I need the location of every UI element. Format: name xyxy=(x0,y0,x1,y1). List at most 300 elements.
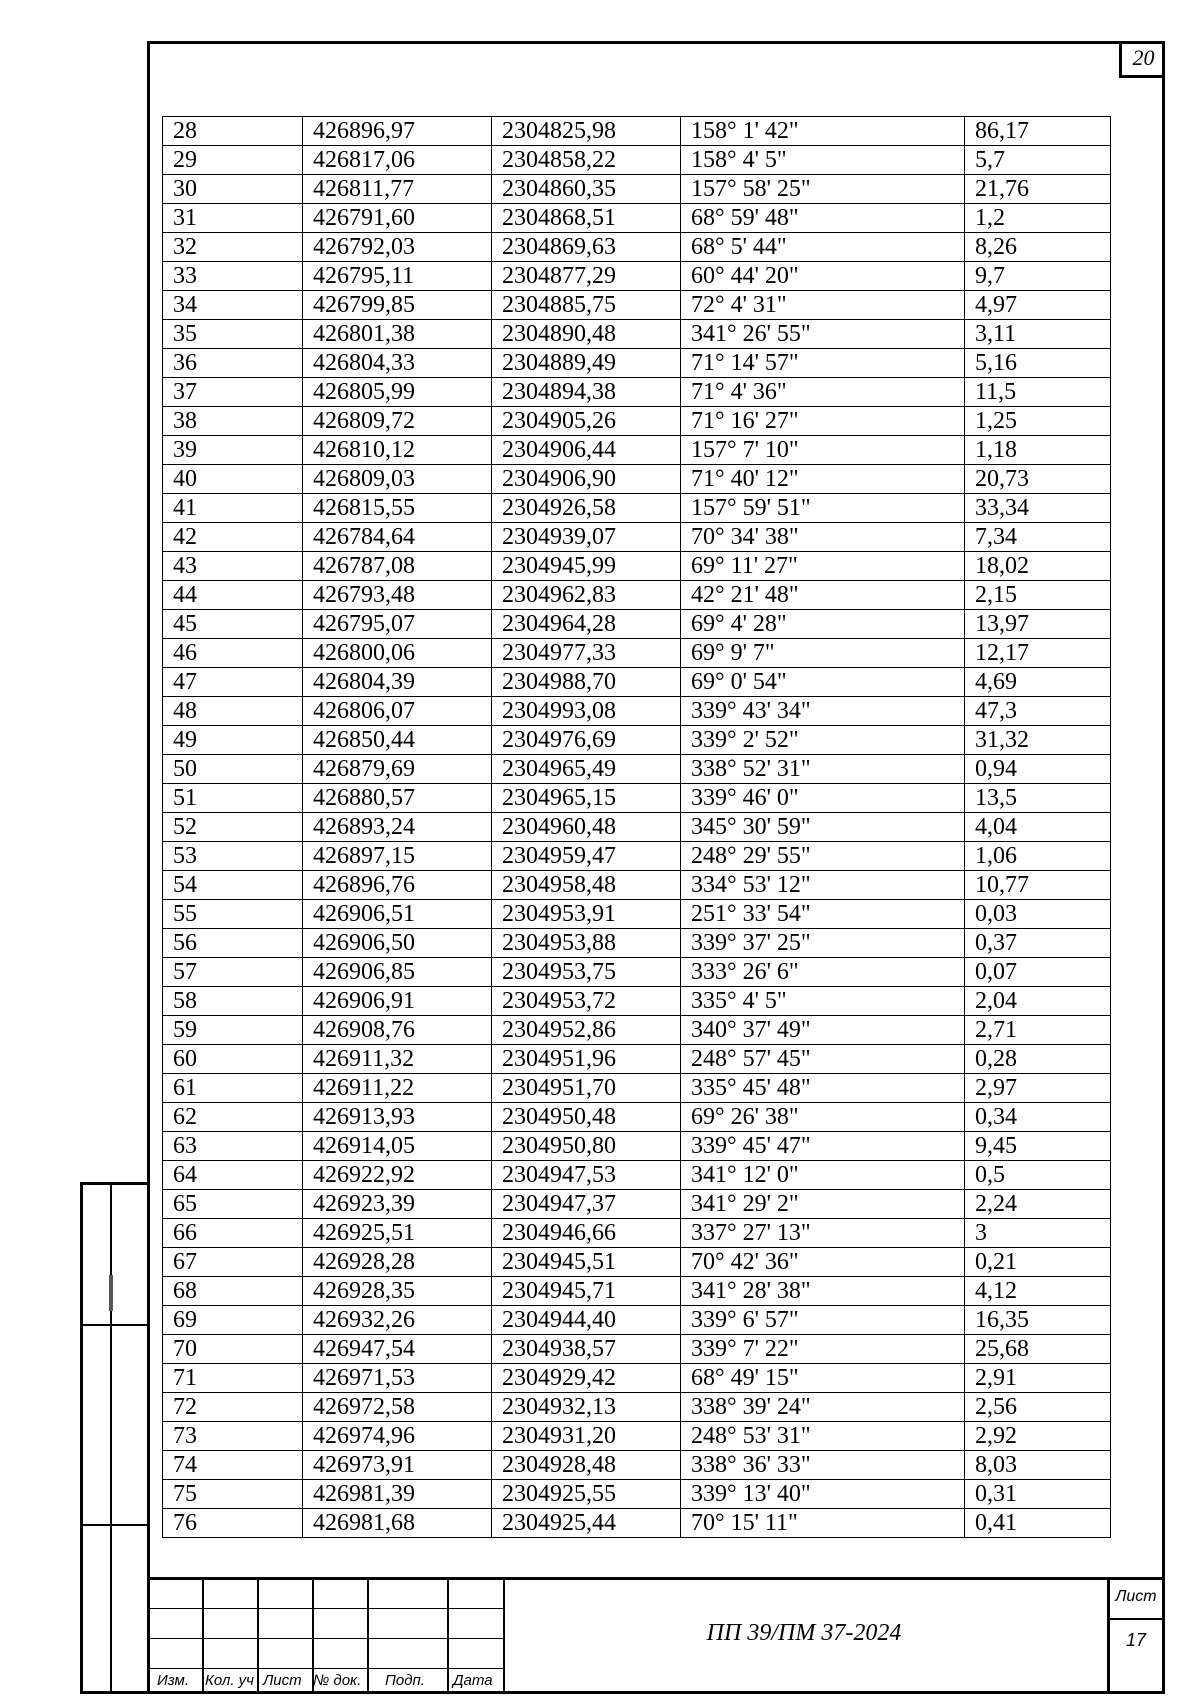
direction-angle-cell: 340° 37' 49" xyxy=(681,1016,965,1045)
direction-angle-cell: 335° 45' 48" xyxy=(681,1074,965,1103)
binding-strip xyxy=(80,1182,147,1694)
table-row xyxy=(163,668,1111,697)
point-number-cell: 58 xyxy=(163,987,303,1016)
x-coordinate-cell: 426795,07 xyxy=(303,610,492,639)
y-coordinate-cell: 2304945,71 xyxy=(492,1277,681,1306)
y-coordinate-cell: 2304951,96 xyxy=(492,1045,681,1074)
direction-angle-cell: 339° 37' 25" xyxy=(681,929,965,958)
point-number-cell: 51 xyxy=(163,784,303,813)
table-row xyxy=(163,726,1111,755)
distance-cell: 11,5 xyxy=(965,378,1111,407)
y-coordinate-cell: 2304947,53 xyxy=(492,1161,681,1190)
x-coordinate-cell: 426914,05 xyxy=(303,1132,492,1161)
y-coordinate-cell: 2304906,90 xyxy=(492,465,681,494)
distance-cell: 86,17 xyxy=(965,117,1111,146)
distance-cell: 25,68 xyxy=(965,1335,1111,1364)
point-number-cell: 32 xyxy=(163,233,303,262)
x-coordinate-cell: 426911,22 xyxy=(303,1074,492,1103)
x-coordinate-cell: 426880,57 xyxy=(303,784,492,813)
point-number-cell: 67 xyxy=(163,1248,303,1277)
x-coordinate-cell: 426972,58 xyxy=(303,1393,492,1422)
table-row xyxy=(163,1045,1111,1074)
direction-angle-cell: 345° 30' 59" xyxy=(681,813,965,842)
distance-cell: 4,12 xyxy=(965,1277,1111,1306)
y-coordinate-cell: 2304946,66 xyxy=(492,1219,681,1248)
point-number-cell: 63 xyxy=(163,1132,303,1161)
x-coordinate-cell: 426913,93 xyxy=(303,1103,492,1132)
direction-angle-cell: 71° 14' 57" xyxy=(681,349,965,378)
point-number-cell: 44 xyxy=(163,581,303,610)
direction-angle-cell: 71° 16' 27" xyxy=(681,407,965,436)
distance-cell: 33,34 xyxy=(965,494,1111,523)
distance-cell: 1,06 xyxy=(965,842,1111,871)
y-coordinate-cell: 2304885,75 xyxy=(492,291,681,320)
y-coordinate-cell: 2304938,57 xyxy=(492,1335,681,1364)
x-coordinate-cell: 426804,33 xyxy=(303,349,492,378)
x-coordinate-cell: 426928,35 xyxy=(303,1277,492,1306)
direction-angle-cell: 71° 4' 36" xyxy=(681,378,965,407)
direction-angle-cell: 339° 43' 34" xyxy=(681,697,965,726)
revision-labels xyxy=(147,1672,503,1694)
point-number-cell: 62 xyxy=(163,1103,303,1132)
distance-cell: 0,41 xyxy=(965,1509,1111,1538)
point-number-cell: 43 xyxy=(163,552,303,581)
distance-cell: 0,03 xyxy=(965,900,1111,929)
table-row xyxy=(163,610,1111,639)
table-row xyxy=(163,639,1111,668)
point-number-cell: 69 xyxy=(163,1306,303,1335)
point-number-cell: 28 xyxy=(163,117,303,146)
x-coordinate-cell: 426811,77 xyxy=(303,175,492,204)
direction-angle-cell: 248° 53' 31" xyxy=(681,1422,965,1451)
x-coordinate-cell: 426815,55 xyxy=(303,494,492,523)
table-row xyxy=(163,1480,1111,1509)
x-coordinate-cell: 426922,92 xyxy=(303,1161,492,1190)
point-number-cell: 53 xyxy=(163,842,303,871)
point-number-cell: 76 xyxy=(163,1509,303,1538)
y-coordinate-cell: 2304977,33 xyxy=(492,639,681,668)
table-row xyxy=(163,1364,1111,1393)
sheet-box xyxy=(1107,1580,1162,1694)
point-number-cell: 31 xyxy=(163,204,303,233)
point-number-cell: 57 xyxy=(163,958,303,987)
table-row xyxy=(163,1306,1111,1335)
distance-cell: 10,77 xyxy=(965,871,1111,900)
table-row xyxy=(163,1422,1111,1451)
y-coordinate-cell: 2304860,35 xyxy=(492,175,681,204)
table-row xyxy=(163,436,1111,465)
distance-cell: 0,07 xyxy=(965,958,1111,987)
x-coordinate-cell: 426906,85 xyxy=(303,958,492,987)
table-row xyxy=(163,407,1111,436)
y-coordinate-cell: 2304965,49 xyxy=(492,755,681,784)
point-number-cell: 61 xyxy=(163,1074,303,1103)
distance-cell: 18,02 xyxy=(965,552,1111,581)
direction-angle-cell: 70° 34' 38" xyxy=(681,523,965,552)
table-row xyxy=(163,900,1111,929)
x-coordinate-cell: 426810,12 xyxy=(303,436,492,465)
x-coordinate-cell: 426809,03 xyxy=(303,465,492,494)
distance-cell: 12,17 xyxy=(965,639,1111,668)
y-coordinate-cell: 2304931,20 xyxy=(492,1422,681,1451)
table-row xyxy=(163,697,1111,726)
document-code: ПП 39/ПМ 37-2024 xyxy=(706,1620,902,1646)
direction-angle-cell: 70° 42' 36" xyxy=(681,1248,965,1277)
distance-cell: 8,03 xyxy=(965,1451,1111,1480)
point-number-cell: 64 xyxy=(163,1161,303,1190)
direction-angle-cell: 334° 53' 12" xyxy=(681,871,965,900)
y-coordinate-cell: 2304890,48 xyxy=(492,320,681,349)
distance-cell: 13,5 xyxy=(965,784,1111,813)
direction-angle-cell: 337° 27' 13" xyxy=(681,1219,965,1248)
x-coordinate-cell: 426906,91 xyxy=(303,987,492,1016)
direction-angle-cell: 338° 52' 31" xyxy=(681,755,965,784)
coordinates-table-body xyxy=(163,117,1111,1538)
x-coordinate-cell: 426791,60 xyxy=(303,204,492,233)
direction-angle-cell: 341° 12' 0" xyxy=(681,1161,965,1190)
distance-cell: 2,24 xyxy=(965,1190,1111,1219)
direction-angle-cell: 158° 1' 42" xyxy=(681,117,965,146)
distance-cell: 0,34 xyxy=(965,1103,1111,1132)
table-row xyxy=(163,1161,1111,1190)
distance-cell: 0,31 xyxy=(965,1480,1111,1509)
y-coordinate-cell: 2304929,42 xyxy=(492,1364,681,1393)
table-row xyxy=(163,1248,1111,1277)
distance-cell: 1,25 xyxy=(965,407,1111,436)
table-row xyxy=(163,842,1111,871)
point-number-cell: 39 xyxy=(163,436,303,465)
y-coordinate-cell: 2304939,07 xyxy=(492,523,681,552)
direction-angle-cell: 251° 33' 54" xyxy=(681,900,965,929)
x-coordinate-cell: 426800,06 xyxy=(303,639,492,668)
y-coordinate-cell: 2304953,88 xyxy=(492,929,681,958)
table-row xyxy=(163,929,1111,958)
x-coordinate-cell: 426801,38 xyxy=(303,320,492,349)
y-coordinate-cell: 2304932,13 xyxy=(492,1393,681,1422)
distance-cell: 1,2 xyxy=(965,204,1111,233)
table-row xyxy=(163,1132,1111,1161)
table-row xyxy=(163,146,1111,175)
distance-cell: 2,04 xyxy=(965,987,1111,1016)
distance-cell: 2,56 xyxy=(965,1393,1111,1422)
y-coordinate-cell: 2304825,98 xyxy=(492,117,681,146)
label-kol-uch: Кол. уч xyxy=(205,1672,254,1689)
point-number-cell: 66 xyxy=(163,1219,303,1248)
point-number-cell: 56 xyxy=(163,929,303,958)
distance-cell: 2,15 xyxy=(965,581,1111,610)
table-row xyxy=(163,1335,1111,1364)
x-coordinate-cell: 426925,51 xyxy=(303,1219,492,1248)
distance-cell: 2,92 xyxy=(965,1422,1111,1451)
x-coordinate-cell: 426787,08 xyxy=(303,552,492,581)
x-coordinate-cell: 426795,11 xyxy=(303,262,492,291)
direction-angle-cell: 341° 28' 38" xyxy=(681,1277,965,1306)
direction-angle-cell: 339° 45' 47" xyxy=(681,1132,965,1161)
y-coordinate-cell: 2304858,22 xyxy=(492,146,681,175)
x-coordinate-cell: 426974,96 xyxy=(303,1422,492,1451)
direction-angle-cell: 157° 7' 10" xyxy=(681,436,965,465)
point-number-cell: 68 xyxy=(163,1277,303,1306)
y-coordinate-cell: 2304869,63 xyxy=(492,233,681,262)
direction-angle-cell: 68° 49' 15" xyxy=(681,1364,965,1393)
point-number-cell: 46 xyxy=(163,639,303,668)
distance-cell: 47,3 xyxy=(965,697,1111,726)
direction-angle-cell: 335° 4' 5" xyxy=(681,987,965,1016)
y-coordinate-cell: 2304953,75 xyxy=(492,958,681,987)
y-coordinate-cell: 2304953,91 xyxy=(492,900,681,929)
distance-cell: 3,11 xyxy=(965,320,1111,349)
direction-angle-cell: 333° 26' 6" xyxy=(681,958,965,987)
sheet-number: 17 xyxy=(1125,1630,1147,1650)
x-coordinate-cell: 426896,76 xyxy=(303,871,492,900)
y-coordinate-cell: 2304889,49 xyxy=(492,349,681,378)
x-coordinate-cell: 426793,48 xyxy=(303,581,492,610)
y-coordinate-cell: 2304988,70 xyxy=(492,668,681,697)
table-row xyxy=(163,320,1111,349)
point-number-cell: 33 xyxy=(163,262,303,291)
x-coordinate-cell: 426784,64 xyxy=(303,523,492,552)
x-coordinate-cell: 426893,24 xyxy=(303,813,492,842)
distance-cell: 2,71 xyxy=(965,1016,1111,1045)
x-coordinate-cell: 426911,32 xyxy=(303,1045,492,1074)
distance-cell: 4,04 xyxy=(965,813,1111,842)
point-number-cell: 42 xyxy=(163,523,303,552)
direction-angle-cell: 339° 2' 52" xyxy=(681,726,965,755)
table-row xyxy=(163,1190,1111,1219)
table-row xyxy=(163,1016,1111,1045)
y-coordinate-cell: 2304894,38 xyxy=(492,378,681,407)
y-coordinate-cell: 2304958,48 xyxy=(492,871,681,900)
table-row xyxy=(163,465,1111,494)
point-number-cell: 30 xyxy=(163,175,303,204)
point-number-cell: 71 xyxy=(163,1364,303,1393)
table-row xyxy=(163,1393,1111,1422)
x-coordinate-cell: 426805,99 xyxy=(303,378,492,407)
point-number-cell: 35 xyxy=(163,320,303,349)
direction-angle-cell: 69° 9' 7" xyxy=(681,639,965,668)
x-coordinate-cell: 426906,51 xyxy=(303,900,492,929)
direction-angle-cell: 339° 13' 40" xyxy=(681,1480,965,1509)
table-row xyxy=(163,378,1111,407)
x-coordinate-cell: 426804,39 xyxy=(303,668,492,697)
y-coordinate-cell: 2304905,26 xyxy=(492,407,681,436)
distance-cell: 16,35 xyxy=(965,1306,1111,1335)
distance-cell: 9,7 xyxy=(965,262,1111,291)
direction-angle-cell: 42° 21' 48" xyxy=(681,581,965,610)
x-coordinate-cell: 426817,06 xyxy=(303,146,492,175)
table-row xyxy=(163,1451,1111,1480)
direction-angle-cell: 339° 46' 0" xyxy=(681,784,965,813)
distance-cell: 4,97 xyxy=(965,291,1111,320)
x-coordinate-cell: 426932,26 xyxy=(303,1306,492,1335)
distance-cell: 0,5 xyxy=(965,1161,1111,1190)
x-coordinate-cell: 426792,03 xyxy=(303,233,492,262)
direction-angle-cell: 60° 44' 20" xyxy=(681,262,965,291)
table-row xyxy=(163,494,1111,523)
point-number-cell: 49 xyxy=(163,726,303,755)
direction-angle-cell: 69° 0' 54" xyxy=(681,668,965,697)
point-number-cell: 74 xyxy=(163,1451,303,1480)
distance-cell: 13,97 xyxy=(965,610,1111,639)
table-row xyxy=(163,1277,1111,1306)
x-coordinate-cell: 426971,53 xyxy=(303,1364,492,1393)
corner-page-number: 20 xyxy=(1119,41,1165,78)
y-coordinate-cell: 2304959,47 xyxy=(492,842,681,871)
y-coordinate-cell: 2304928,48 xyxy=(492,1451,681,1480)
y-coordinate-cell: 2304950,80 xyxy=(492,1132,681,1161)
y-coordinate-cell: 2304925,55 xyxy=(492,1480,681,1509)
x-coordinate-cell: 426850,44 xyxy=(303,726,492,755)
y-coordinate-cell: 2304947,37 xyxy=(492,1190,681,1219)
point-number-cell: 40 xyxy=(163,465,303,494)
y-coordinate-cell: 2304953,72 xyxy=(492,987,681,1016)
distance-cell: 31,32 xyxy=(965,726,1111,755)
y-coordinate-cell: 2304926,58 xyxy=(492,494,681,523)
y-coordinate-cell: 2304962,83 xyxy=(492,581,681,610)
x-coordinate-cell: 426906,50 xyxy=(303,929,492,958)
point-number-cell: 50 xyxy=(163,755,303,784)
label-signature: Подп. xyxy=(385,1672,425,1689)
table-row xyxy=(163,552,1111,581)
distance-cell: 5,16 xyxy=(965,349,1111,378)
y-coordinate-cell: 2304944,40 xyxy=(492,1306,681,1335)
table-row xyxy=(163,1074,1111,1103)
distance-cell: 3 xyxy=(965,1219,1111,1248)
distance-cell: 9,45 xyxy=(965,1132,1111,1161)
x-coordinate-cell: 426806,07 xyxy=(303,697,492,726)
label-date: Дата xyxy=(453,1672,493,1689)
distance-cell: 7,34 xyxy=(965,523,1111,552)
direction-angle-cell: 341° 29' 2" xyxy=(681,1190,965,1219)
table-row xyxy=(163,291,1111,320)
y-coordinate-cell: 2304964,28 xyxy=(492,610,681,639)
label-izm: Изм. xyxy=(157,1672,189,1689)
distance-cell: 2,91 xyxy=(965,1364,1111,1393)
direction-angle-cell: 69° 11' 27" xyxy=(681,552,965,581)
y-coordinate-cell: 2304952,86 xyxy=(492,1016,681,1045)
point-number-cell: 48 xyxy=(163,697,303,726)
distance-cell: 20,73 xyxy=(965,465,1111,494)
direction-angle-cell: 339° 6' 57" xyxy=(681,1306,965,1335)
table-row xyxy=(163,262,1111,291)
direction-angle-cell: 72° 4' 31" xyxy=(681,291,965,320)
point-number-cell: 41 xyxy=(163,494,303,523)
distance-cell: 1,18 xyxy=(965,436,1111,465)
direction-angle-cell: 69° 4' 28" xyxy=(681,610,965,639)
table-row xyxy=(163,175,1111,204)
table-row xyxy=(163,1509,1111,1538)
direction-angle-cell: 69° 26' 38" xyxy=(681,1103,965,1132)
y-coordinate-cell: 2304976,69 xyxy=(492,726,681,755)
table-row xyxy=(163,117,1111,146)
label-doc-number: № док. xyxy=(313,1672,362,1689)
y-coordinate-cell: 2304960,48 xyxy=(492,813,681,842)
distance-cell: 5,7 xyxy=(965,146,1111,175)
point-number-cell: 45 xyxy=(163,610,303,639)
title-block xyxy=(147,1577,1165,1694)
y-coordinate-cell: 2304951,70 xyxy=(492,1074,681,1103)
direction-angle-cell: 341° 26' 55" xyxy=(681,320,965,349)
point-number-cell: 47 xyxy=(163,668,303,697)
x-coordinate-cell: 426879,69 xyxy=(303,755,492,784)
y-coordinate-cell: 2304906,44 xyxy=(492,436,681,465)
y-coordinate-cell: 2304868,51 xyxy=(492,204,681,233)
distance-cell: 0,94 xyxy=(965,755,1111,784)
table-row xyxy=(163,204,1111,233)
point-number-cell: 72 xyxy=(163,1393,303,1422)
direction-angle-cell: 338° 36' 33" xyxy=(681,1451,965,1480)
table-row xyxy=(163,813,1111,842)
stamp-mark xyxy=(109,1275,113,1311)
direction-angle-cell: 157° 58' 25" xyxy=(681,175,965,204)
point-number-cell: 60 xyxy=(163,1045,303,1074)
point-number-cell: 29 xyxy=(163,146,303,175)
x-coordinate-cell: 426981,39 xyxy=(303,1480,492,1509)
x-coordinate-cell: 426973,91 xyxy=(303,1451,492,1480)
point-number-cell: 34 xyxy=(163,291,303,320)
y-coordinate-cell: 2304945,99 xyxy=(492,552,681,581)
x-coordinate-cell: 426947,54 xyxy=(303,1335,492,1364)
point-number-cell: 59 xyxy=(163,1016,303,1045)
direction-angle-cell: 68° 5' 44" xyxy=(681,233,965,262)
direction-angle-cell: 70° 15' 11" xyxy=(681,1509,965,1538)
x-coordinate-cell: 426928,28 xyxy=(303,1248,492,1277)
label-list: Лист xyxy=(263,1672,302,1689)
direction-angle-cell: 248° 57' 45" xyxy=(681,1045,965,1074)
table-row xyxy=(163,581,1111,610)
y-coordinate-cell: 2304925,44 xyxy=(492,1509,681,1538)
point-number-cell: 37 xyxy=(163,378,303,407)
point-number-cell: 75 xyxy=(163,1480,303,1509)
table-row xyxy=(163,958,1111,987)
y-coordinate-cell: 2304877,29 xyxy=(492,262,681,291)
table-row xyxy=(163,987,1111,1016)
x-coordinate-cell: 426799,85 xyxy=(303,291,492,320)
distance-cell: 4,69 xyxy=(965,668,1111,697)
point-number-cell: 55 xyxy=(163,900,303,929)
y-coordinate-cell: 2304993,08 xyxy=(492,697,681,726)
x-coordinate-cell: 426897,15 xyxy=(303,842,492,871)
direction-angle-cell: 158° 4' 5" xyxy=(681,146,965,175)
point-number-cell: 36 xyxy=(163,349,303,378)
point-number-cell: 52 xyxy=(163,813,303,842)
table-row xyxy=(163,349,1111,378)
coordinates-table xyxy=(162,116,1111,1538)
point-number-cell: 73 xyxy=(163,1422,303,1451)
x-coordinate-cell: 426981,68 xyxy=(303,1509,492,1538)
y-coordinate-cell: 2304965,15 xyxy=(492,784,681,813)
distance-cell: 8,26 xyxy=(965,233,1111,262)
table-row xyxy=(163,1103,1111,1132)
x-coordinate-cell: 426896,97 xyxy=(303,117,492,146)
direction-angle-cell: 338° 39' 24" xyxy=(681,1393,965,1422)
point-number-cell: 70 xyxy=(163,1335,303,1364)
y-coordinate-cell: 2304945,51 xyxy=(492,1248,681,1277)
table-row xyxy=(163,233,1111,262)
sheet-label: Лист xyxy=(1115,1588,1157,1605)
table-row xyxy=(163,1219,1111,1248)
direction-angle-cell: 71° 40' 12" xyxy=(681,465,965,494)
point-number-cell: 38 xyxy=(163,407,303,436)
distance-cell: 0,28 xyxy=(965,1045,1111,1074)
table-row xyxy=(163,523,1111,552)
x-coordinate-cell: 426809,72 xyxy=(303,407,492,436)
direction-angle-cell: 68° 59' 48" xyxy=(681,204,965,233)
distance-cell: 0,21 xyxy=(965,1248,1111,1277)
point-number-cell: 54 xyxy=(163,871,303,900)
direction-angle-cell: 248° 29' 55" xyxy=(681,842,965,871)
direction-angle-cell: 157° 59' 51" xyxy=(681,494,965,523)
